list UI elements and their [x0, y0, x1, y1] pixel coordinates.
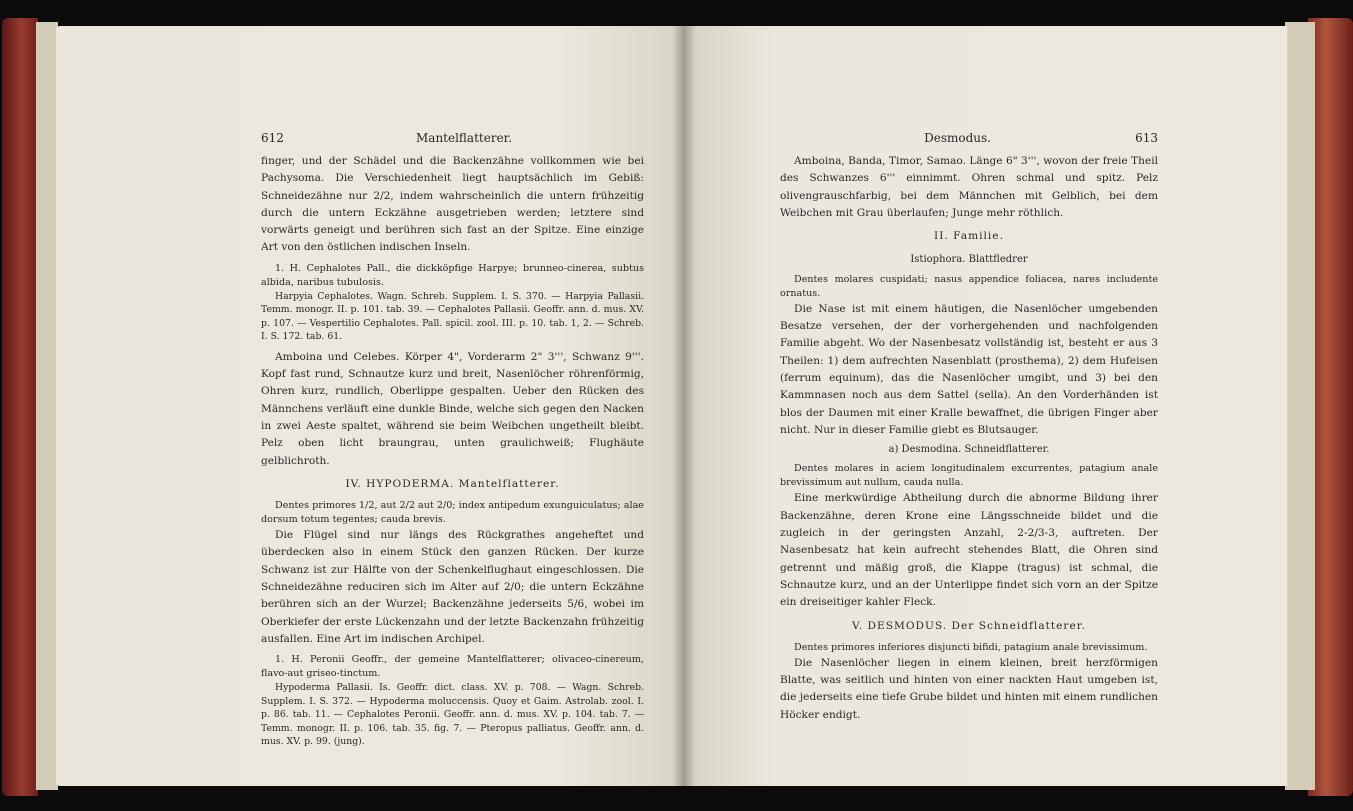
species-heading: 1. H. Cephalotes Pall., die dickköpfige Harpye; brunneo-cinerea, subtus albida, naribus tubulosis.: [261, 262, 644, 288]
genus-heading: IV. HYPODERMA. Mantelflatterer.: [345, 477, 560, 490]
genus-heading: V. DESMODUS. Der Schneidflatterer.: [851, 619, 1087, 632]
subfamily-heading: a) Desmodina. Schneidflatterer.: [888, 444, 1050, 456]
right-page: [682, 26, 1287, 786]
page-number: 612: [261, 131, 284, 145]
left-page-content: [261, 130, 644, 749]
paragraph: Die Nasenlöcher liegen in einem kleinen, breit herzförmigen Blatte, was seitlich und hinten von einer nackten Haut umgeben ist, die jederseits eine tiefe Grube bildet und hinten mit einem rundlichen Höcker endigt.: [780, 656, 1158, 721]
left-page-header: [261, 130, 644, 146]
subfamily-diagnosis: Dentes molares in aciem longitudinalem excurrentes, patagium anale brevissimum aut nullum, cauda nulla.: [780, 463, 1158, 489]
family-subheading: Istiophora. Blattfledrer: [910, 254, 1028, 266]
paragraph: Die Flügel sind nur längs des Rückgrathes angeheftet und überdecken also in einem Stück den ganzen Rücken. Der kurze Schwanz ist zur Hälfte von der Schenkelflughaut eingeschlossen. Die Schneidezähne reduciren sich im Alter auf 2/0; die untern Eckzähne berühren sich an der Wurzel; Backenzähne jederseits 5/6, wobei im Oberkiefer der erste Lückenzahn und der letzte Backenzahn frühzeitig ausfallen. Eine Art im indischen Archipel.: [261, 529, 644, 645]
page-edges-right: [1285, 22, 1315, 790]
book-gutter: [672, 26, 696, 786]
right-page-content: [780, 130, 1158, 724]
paragraph: Die Nase ist mit einem häutigen, die Nasenlöcher umgebenden Besatze versehen, der der vorhergehenden und nachfolgenden Familie abgeht. Wo der Nasenbesatz vollständig ist, besteht er aus 3 Theilen: 1) dem aufrechten Nasenblatt (prosthema), 2) dem Hufeisen (ferrum equinum), das die Nasenlöcher umgibt, und 3) bei den Kammnasen noch aus dem Sattel (sella). An den Vorderhänden ist blos der Daumen mit einer Kralle bewaffnet, die übrigen Finger aber nicht. Nur in dieser Familie giebt es Blutsauger.: [780, 302, 1158, 436]
family-diagnosis: Dentes molares cuspidati; nasus appendice foliacea, nares includente ornatus.: [780, 273, 1158, 299]
page-edges-left: [36, 22, 58, 790]
paragraph: Amboina, Banda, Timor, Samao. Länge 6" 3''', wovon der freie Theil des Schwanzes 6''' einnimmt. Ohren schmal und spitz. Pelz olivengrauschfarbig, bei dem Männchen mit Gelblich, bei dem Weibchen mit Grau überlaufen; Junge mehr röthlich.: [780, 155, 1158, 219]
synonymy: Hypoderma Pallasii. Is. Geoffr. dict. class. XV. p. 708. — Wagn. Schreb. Supplem. I. S. 372. — Hypoderma moluccensis. Quoy et Gaim. Astrolab. zool. I. p. 86. tab. 11. — Cephalotes Peronii. Geoffr. ann. d. mus. XV. p. 104. tab. 7. — Temm. monogr. II. p. 106. tab. 35. fig. 7. — Pteropus palliatus. Geoffr. ann. d. mus. XV. p. 99. (jung).: [261, 682, 644, 748]
paragraph: finger, und der Schädel und die Backenzähne vollkommen wie bei Pachysoma. Die Verschiedenheit liegt hauptsächlich im Gebiß: Schneidezähne nur 2/2, indem wahrscheinlich die untern frühzeitig durch die untern Eckzähne ausgetrieben werden; letztere sind vorwärts geneigt und berühren sich fast an der Spitze. Eine einzige Art von den östlichen indischen Inseln.: [261, 155, 644, 254]
family-heading: II. Familie.: [934, 230, 1004, 243]
page-number: 613: [1135, 131, 1158, 145]
paragraph: Amboina und Celebes. Körper 4", Vorderarm 2" 3''', Schwanz 9'''. Kopf fast rund, Schnautze kurz und breit, Nasenlöcher röhrenförmig, Ohren kurz, rundlich, Oberlippe gespalten. Ueber den Rücken des Männchens verläuft eine dunkle Binde, welche sich gegen den Nacken in zwei Aeste spaltet, während sie beim Weibchen ungetheilt bleibt. Pelz oben licht braungrau, unten graulichweiß; Flughäute gelblichroth.: [261, 350, 644, 467]
left-page: [56, 26, 682, 786]
running-title: Desmodus.: [924, 131, 991, 145]
species-heading: 1. H. Peronii Geoffr., der gemeine Mantelflatterer; olivaceo-cinereum, flavo-aut griseo-tinctum.: [261, 654, 644, 680]
genus-diagnosis: Dentes primores inferiores disjuncti bifidi, patagium anale brevissimum.: [794, 641, 1148, 653]
running-title: Mantelflatterer.: [416, 131, 512, 145]
book-cover-left: [2, 18, 38, 796]
synonymy: Harpyia Cephalotes. Wagn. Schreb. Supplem. I. S. 370. — Harpyia Pallasii. Temm. monogr. II. p. 101. tab. 39. — Cephalotes Pallasii. Geoffr. ann. d. mus. XV. p. 107. — Vespertilio Cephalotes. Pall. spicil. zool. III. p. 10. tab. 1, 2. — Schreb. I. S. 172. tab. 61.: [261, 290, 644, 343]
genus-diagnosis: Dentes primores 1/2, aut 2/2 aut 2/0; index antipedum exunguiculatus; alae dorsum totum tegentes; cauda brevis.: [261, 500, 644, 526]
paragraph: Eine merkwürdige Abtheilung durch die abnorme Bildung ihrer Backenzähne, deren Krone eine Längsschneide bildet und die zugleich in der geringsten Anzahl, 2-2/3-3, auftreten. Der Nasenbesatz hat kein aufrecht stehendes Blatt, die Ohren sind getrennt und mäßig groß, die Klappe (tragus) ist schmal, die Schnautze kurz, und an der Unterlippe findet sich vorn an der Spitze ein dreiseitiger kahler Fleck.: [780, 492, 1158, 609]
right-page-header: [780, 130, 1158, 146]
